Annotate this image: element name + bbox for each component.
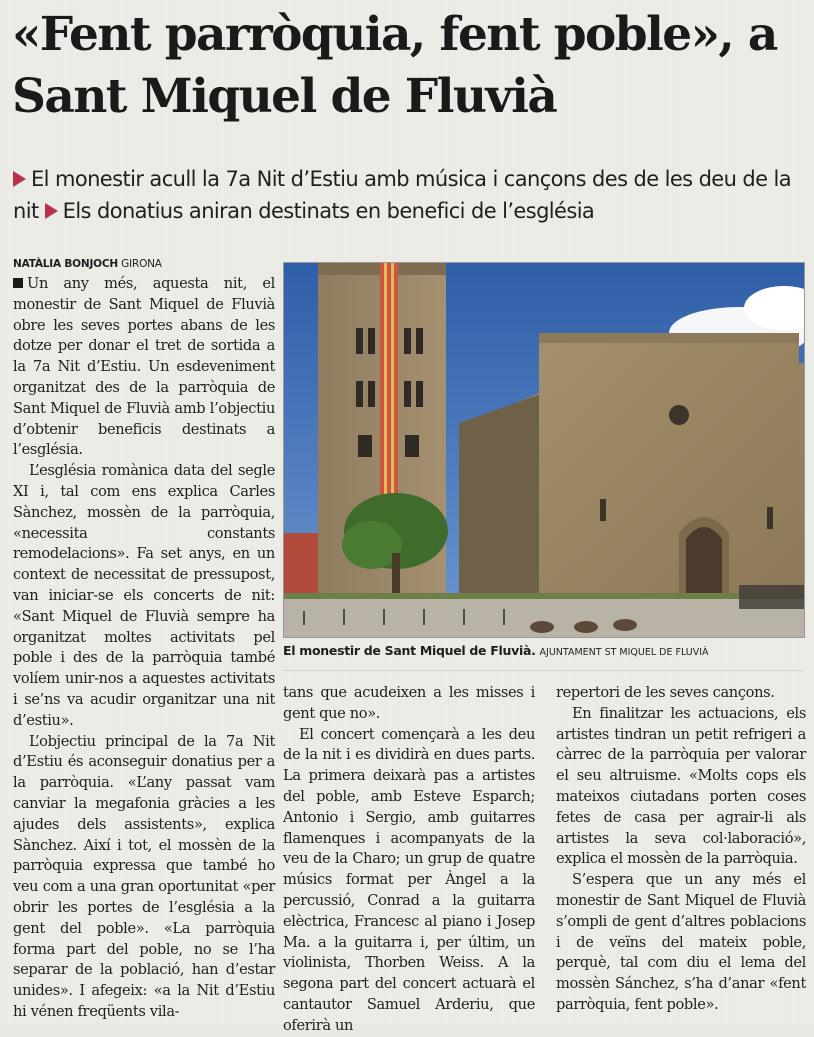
standfirst-part-1: El monestir acull la 7a Nit d’Estiu amb música i cançons des de les deu de la nit [13, 167, 792, 223]
triangle-right-icon [45, 203, 58, 219]
article-column-1 [13, 274, 275, 1023]
byline-location: GIRONA [121, 258, 162, 270]
byline-author: NATÀLIA BONJOCH [13, 258, 118, 270]
article-column-3 [556, 683, 806, 1016]
headline: «Fent parròquia, fent poble», a Sant Miquel de Fluvià [12, 7, 777, 124]
triangle-right-icon [13, 171, 26, 187]
caption-text: El monestir de Sant Miquel de Fluvià. [283, 643, 536, 658]
paragraph: L’objectiu principal de la 7a Nit d’Estiu és aconseguir donatius per a la parròquia. «L’any passat vam canviar la megafonia gràcies a les ajudes dels assistents», explica Sànchez. Així i tot, el mossèn de la parròquia expressa que també ho veu com a una gran oportunitat «per obrir les portes de l’església a la gent del poble». «La parròquia forma part del poble, no se l’ha separar de la població, han d’estar unides». I afegeix: «a la Nit d’Estiu hi vénen freqüents vila- [13, 732, 275, 1020]
paragraph: L’església romànica data del segle XI i, tal com ens explica Carles Sànchez, mossèn de la parròquia, «necessita constants remodelacions». Fa set anys, en un context de necessitat de pressupost, van iniciar-se els concerts de nit: «Sant Miquel de Fluvià sempre ha organitzat moltes activitats pel poble i des de la parròquia també volíem unir-nos a aquestes activitats i se’ns va acudir organitzar una nit d’estiu». [13, 462, 275, 729]
paragraph [13, 274, 275, 461]
monastery-photo [283, 262, 805, 638]
standfirst-part-2: Els donatius aniran destinats en benefici de l’església [62, 199, 595, 223]
paragraph: repertori de les seves cançons. [556, 684, 775, 701]
paragraph-text: Un any més, aquesta nit, el monestir de Sant Miquel de Fluvià obre les seves portes abans de les dotze per donar el tret de sortida a la 7a Nit d’Estiu. Un esdeveniment organitzat des de la parròquia de Sant Miquel de Fluvià amb l’objectiu d’obtenir beneficis destinats a l’església. [13, 275, 275, 459]
paragraph: tans que acudeixen a les misses i gent que no». [283, 684, 535, 722]
caption-divider [283, 670, 803, 671]
standfirst [13, 163, 803, 227]
paragraph: En finalitzar les actuacions, els artistes tindran un petit refrigeri a càrrec de la parròquia per valorar el seu altruisme. «Molts cops els mateixos ciutadans porten coses fetes de casa per agrair-li als artistes la seva col·laboració», explica el mossèn de la parròquia. [556, 704, 806, 868]
article-column-2 [283, 683, 535, 1037]
byline [13, 258, 162, 270]
square-icon [13, 278, 23, 288]
photo-credit: AJUNTAMENT ST MIQUEL DE FLUVIÀ [539, 647, 709, 658]
paragraph: El concert començarà a les deu de la nit i es dividirà en dues parts. La primera deixarà pas a artistes del poble, amb Esteve Esparch; Antonio i Sergio, amb guitarres flamenques i acompanyats de la veu de la Charo; un grup de quatre músics format per Àngel a la percussió, Conrad a la guitarra elèctrica, Francesc al piano i Josep Ma. a la guitarra i, per últim, un violinista, Thorben Weiss. A la segona part del concert actuarà el cantautor Samuel Arderiu, que oferirà un [283, 725, 535, 1034]
photo-caption [283, 643, 709, 658]
paragraph: S’espera que un any més el monestir de Sant Miquel de Fluvià s’ompli de gent d’altres poblacions i de veïns del mateix poble, perquè, tal com diu el lema del mossèn Sánchez, s’ha d’anar «fent parròquia, fent poble». [556, 871, 806, 1013]
